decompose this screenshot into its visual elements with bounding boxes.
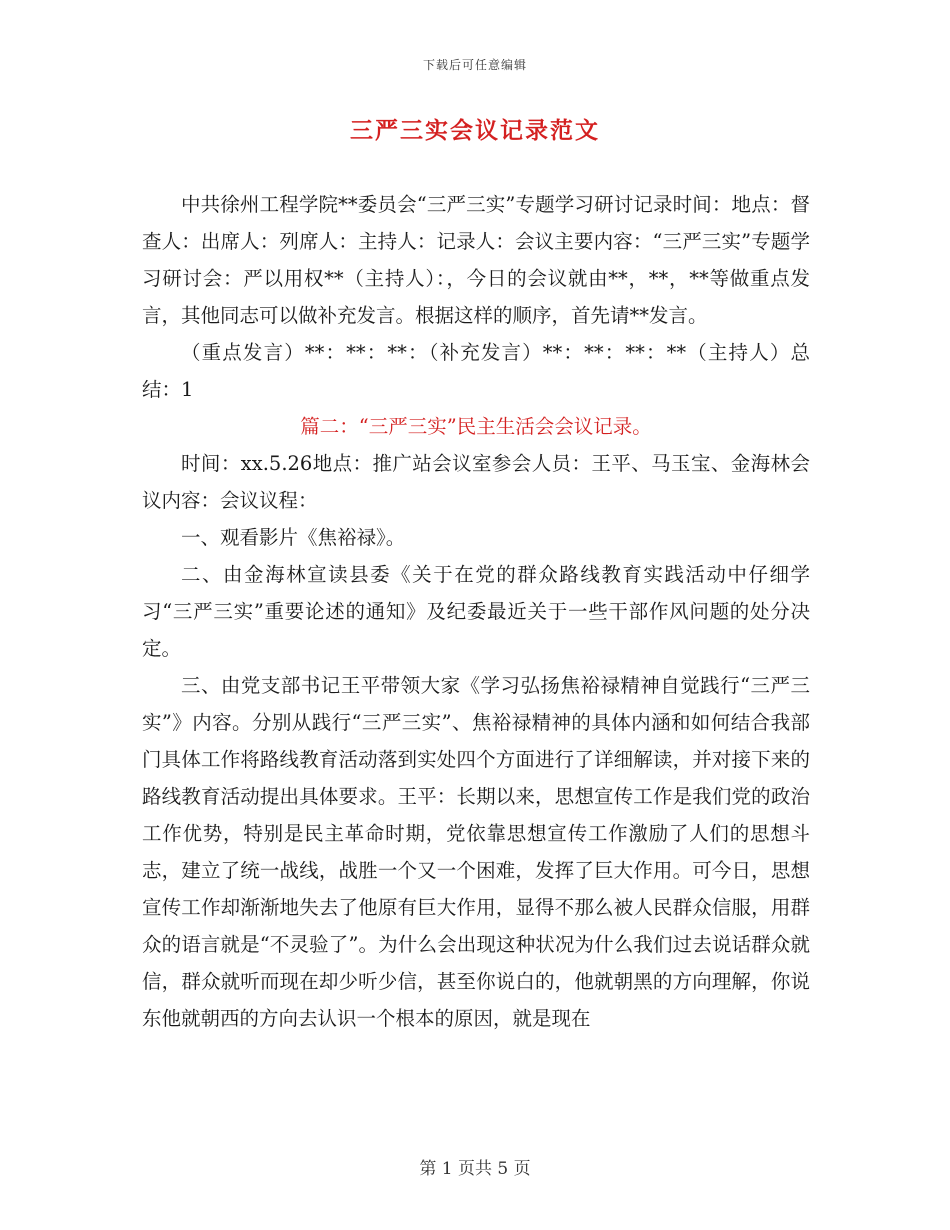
document-title: 三严三实会议记录范文 <box>350 117 600 144</box>
document-body <box>142 186 810 1037</box>
page-number: 第 1 页共 5 页 <box>419 1159 531 1179</box>
section-heading: 篇二：“三严三实”民主生活会会议记录。 <box>300 415 652 438</box>
body-paragraph: （重点发言）**：**：**：（补充发言）**：**：**：**（主持人）总结：1 <box>142 341 810 401</box>
header-note: 下载后可任意编辑 <box>422 58 527 72</box>
body-paragraph: 三、由党支部书记王平带领大家《学习弘扬焦裕禄精神自觉践行“三严三实”》内容。分别从践行“三严三实”、焦裕禄精神的具体内涵和如何结合我部门具体工作将路线教育活动落到实处四个方面进行了详细解读，并对接下来的路线教育活动提出具体要求。王平：长期以来，思想宣传工作是我们党的政治工作优势，特别是民主革命时期，党依靠思想宣传工作激励了人们的思想斗志，建立了统一战线，战胜一个又一个困难，发挥了巨大作用。可今日，思想宣传工作却渐渐地失去了他原有巨大作用，显得不那么被人民群众信服，用群众的语言就是“不灵验了”。为什么会出现这种状况为什么我们过去说话群众就信，群众就听而现在却少听少信，甚至你说白的，他就朝黑的方向理解，你说东他就朝西的方向去认识一个根本的原因，就是现在 <box>142 674 810 1030</box>
body-paragraph: 时间：xx.5.26地点：推广站会议室参会人员：王平、马玉宝、金海林会议内容：会议议程： <box>142 452 810 512</box>
body-paragraph: 二、由金海林宣读县委《关于在党的群众路线教育实践活动中仔细学习“三严三实”重要论述的通知》及纪委最近关于一些干部作风问题的处分决定。 <box>142 563 810 660</box>
body-paragraph: 中共徐州工程学院**委员会“三严三实”专题学习研讨记录时间：地点：督查人：出席人：列席人：主持人：记录人：会议主要内容：“三严三实”专题学习研讨会：严以用权**（主持人）：，今日的会议就由**，**，**等做重点发言，其他同志可以做补充发言。根据这样的顺序，首先请**发言。 <box>142 193 810 327</box>
body-paragraph: 一、观看影片《焦裕禄》。 <box>181 526 406 549</box>
